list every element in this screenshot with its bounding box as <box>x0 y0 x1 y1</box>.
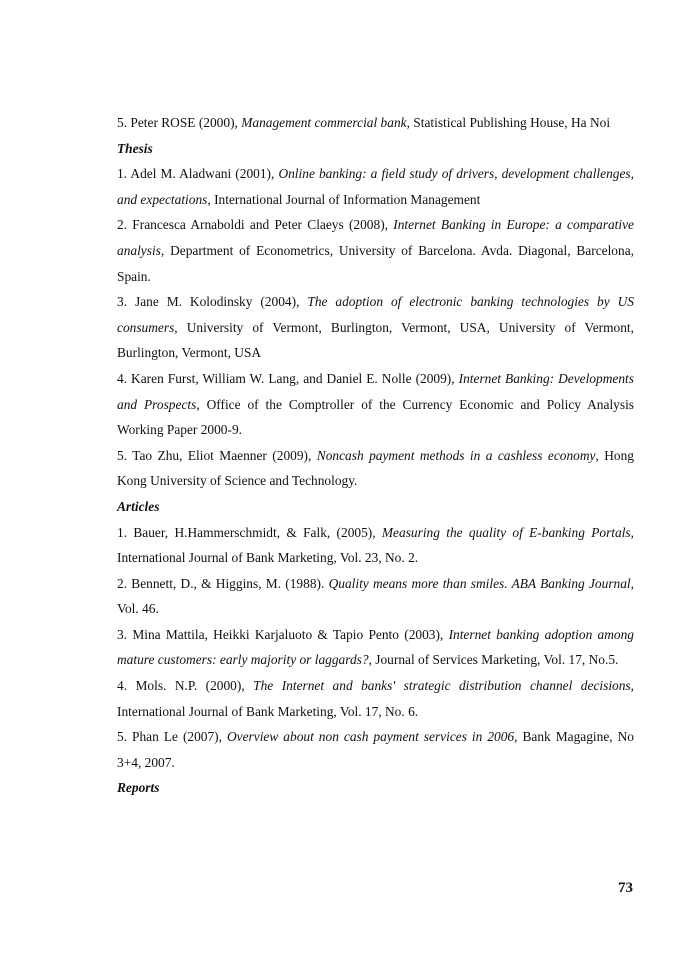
reference-entry: 5. Phan Le (2007), Overview about non cash payment services in 2006, Bank Magagine, No 3+4, 2007. <box>117 729 634 770</box>
section-heading-reports: Reports <box>117 780 160 796</box>
reference-entry: 5. Tao Zhu, Eliot Maenner (2009), Noncash payment methods in a cashless economy, Hong Kong University of Science and Technology. <box>117 447 635 489</box>
reference-entry: 4. Karen Furst, William W. Lang, and Daniel E. Nolle (2009), Internet Banking: Developments and Prospects, Office of the Comptroller of the Currency Economic and Policy Analysis Working Paper 2000-9. <box>117 370 635 438</box>
reference-entry: 1. Adel M. Aladwani (2001), Online banking: a field study of drivers, development challenges, and expectations, International Journal of Information Management <box>117 166 634 207</box>
section-heading-thesis: Thesis <box>117 140 153 156</box>
references-page <box>117 110 634 801</box>
page-number: 73 <box>618 880 633 896</box>
reference-entry: 3. Jane M. Kolodinsky (2004), The adoption of electronic banking technologies by US consumers, University of Vermont, Burlington, Vermont, USA, University of Vermont, Burlington, Vermont, USA <box>117 294 634 361</box>
reference-entry: 5. Peter ROSE (2000), Management commercial bank, Statistical Publishing House, Ha Noi <box>117 115 611 130</box>
reference-entry: 2. Francesca Arnaboldi and Peter Claeys (2008), Internet Banking in Europe: a comparative analysis, Department of Econometrics, University of Barcelona. Avda. Diagonal, Barcelona, Spain. <box>117 217 634 284</box>
reference-entry: 2. Bennett, D., & Higgins, M. (1988). Quality means more than smiles. ABA Banking Journal, Vol. 46. <box>117 575 634 617</box>
reference-entry: 4. Mols. N.P. (2000), The Internet and banks' strategic distribution channel decisions, International Journal of Bank Marketing, Vol. 17, No. 6. <box>117 678 634 719</box>
reference-entry: 3. Mina Mattila, Heikki Karjaluoto & Tapio Pento (2003), Internet banking adoption among mature customers: early majority or laggards?, Journal of Services Marketing, Vol. 17, No.5. <box>117 626 634 668</box>
section-heading-articles: Articles <box>117 498 160 514</box>
reference-entry: 1. Bauer, H.Hammerschmidt, & Falk, (2005), Measuring the quality of E-banking Portals, International Journal of Bank Marketing, Vol. 23, No. 2. <box>117 524 634 566</box>
